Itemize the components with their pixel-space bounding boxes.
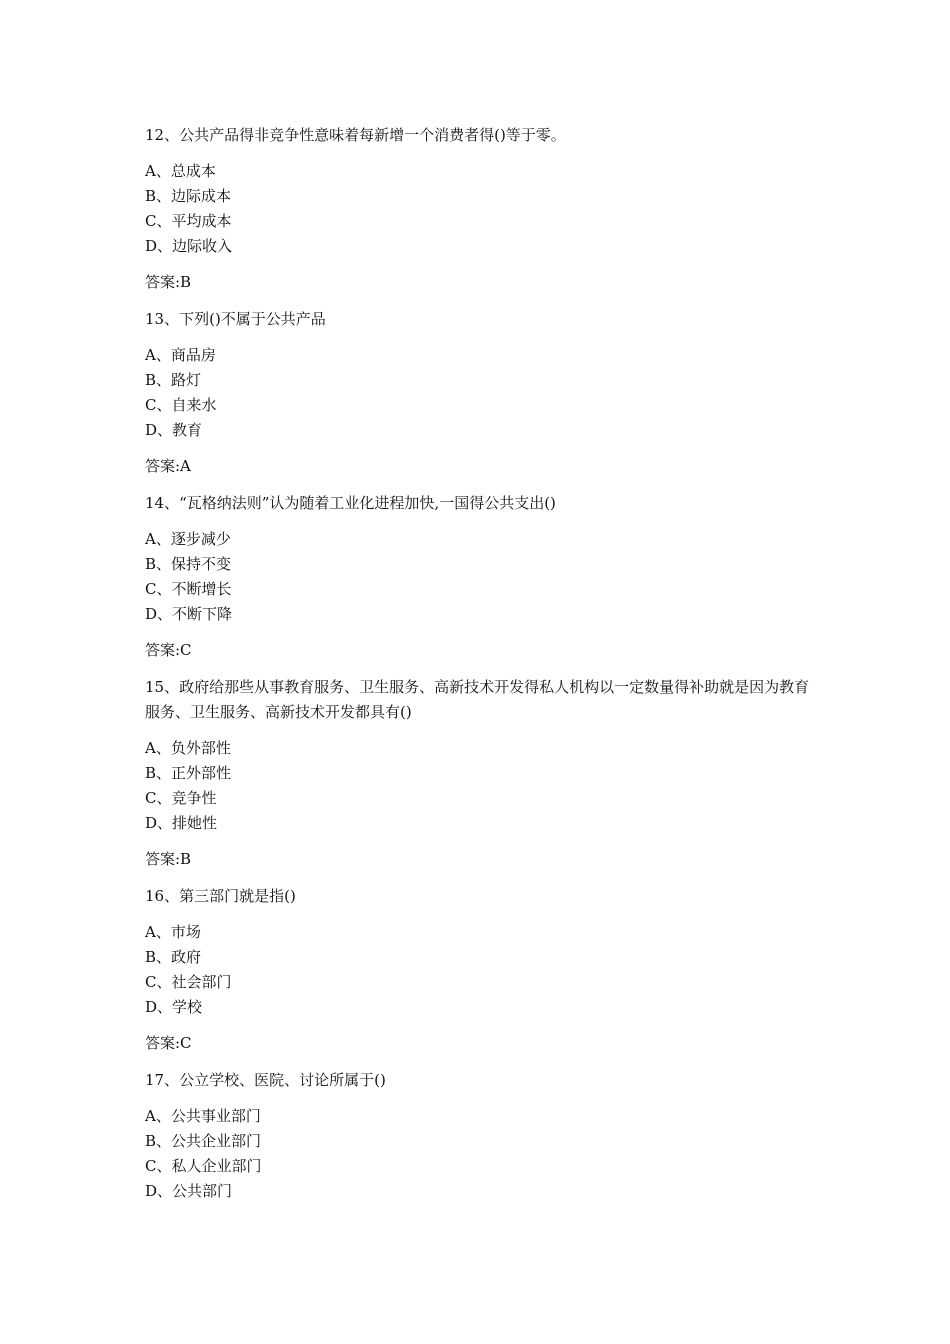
option-b: B、路灯 xyxy=(145,371,202,389)
option-d: D、公共部门 xyxy=(145,1182,233,1200)
option-d: D、不断下降 xyxy=(145,605,233,623)
option-a: A、总成本 xyxy=(145,162,216,180)
option-a: A、逐步减少 xyxy=(145,530,231,548)
option-b: B、政府 xyxy=(145,948,202,966)
option-c: C、平均成本 xyxy=(145,212,232,230)
question-text: 14、“瓦格纳法则”认为随着工业化进程加快,一国得公共支出() xyxy=(145,494,556,512)
option-c: C、社会部门 xyxy=(145,973,232,991)
question-text: 17、公立学校、医院、讨论所属于() xyxy=(145,1071,386,1089)
option-c: C、竞争性 xyxy=(145,789,217,807)
question-text: 15、政府给那些从事教育服务、卫生服务、高新技术开发得私人机构以一定数量得补助就是因为教育服务、卫生服务、高新技术开发都具有() xyxy=(145,678,810,721)
question-block-12 xyxy=(145,123,815,295)
option-list xyxy=(145,159,815,259)
option-list xyxy=(145,736,815,836)
option-b: B、边际成本 xyxy=(145,187,232,205)
question-block-16 xyxy=(145,884,815,1056)
option-c: C、私人企业部门 xyxy=(145,1157,262,1175)
answer-text: 答案:B xyxy=(145,273,192,291)
question-text: 12、公共产品得非竞争性意味着每新增一个消费者得()等于零。 xyxy=(145,126,566,144)
question-block-14 xyxy=(145,491,815,663)
option-d: D、排她性 xyxy=(145,814,218,832)
question-block-17 xyxy=(145,1068,815,1204)
question-text: 16、第三部门就是指() xyxy=(145,887,296,905)
answer-text: 答案:B xyxy=(145,850,192,868)
option-list xyxy=(145,343,815,443)
option-b: B、公共企业部门 xyxy=(145,1132,262,1150)
option-list xyxy=(145,1104,815,1204)
option-d: D、教育 xyxy=(145,421,203,439)
answer-text: 答案:C xyxy=(145,641,192,659)
option-c: C、不断增长 xyxy=(145,580,232,598)
option-a: A、负外部性 xyxy=(145,739,231,757)
option-c: C、自来水 xyxy=(145,396,217,414)
option-d: D、学校 xyxy=(145,998,203,1016)
question-block-15 xyxy=(145,675,815,872)
option-a: A、公共事业部门 xyxy=(145,1107,261,1125)
option-a: A、商品房 xyxy=(145,346,216,364)
option-list xyxy=(145,527,815,627)
option-d: D、边际收入 xyxy=(145,237,233,255)
answer-text: 答案:A xyxy=(145,457,191,475)
option-b: B、保持不变 xyxy=(145,555,232,573)
option-b: B、正外部性 xyxy=(145,764,232,782)
answer-text: 答案:C xyxy=(145,1034,192,1052)
option-a: A、市场 xyxy=(145,923,201,941)
question-block-13 xyxy=(145,307,815,479)
option-list xyxy=(145,920,815,1020)
question-text: 13、下列()不属于公共产品 xyxy=(145,310,326,328)
document-page xyxy=(145,123,815,1215)
